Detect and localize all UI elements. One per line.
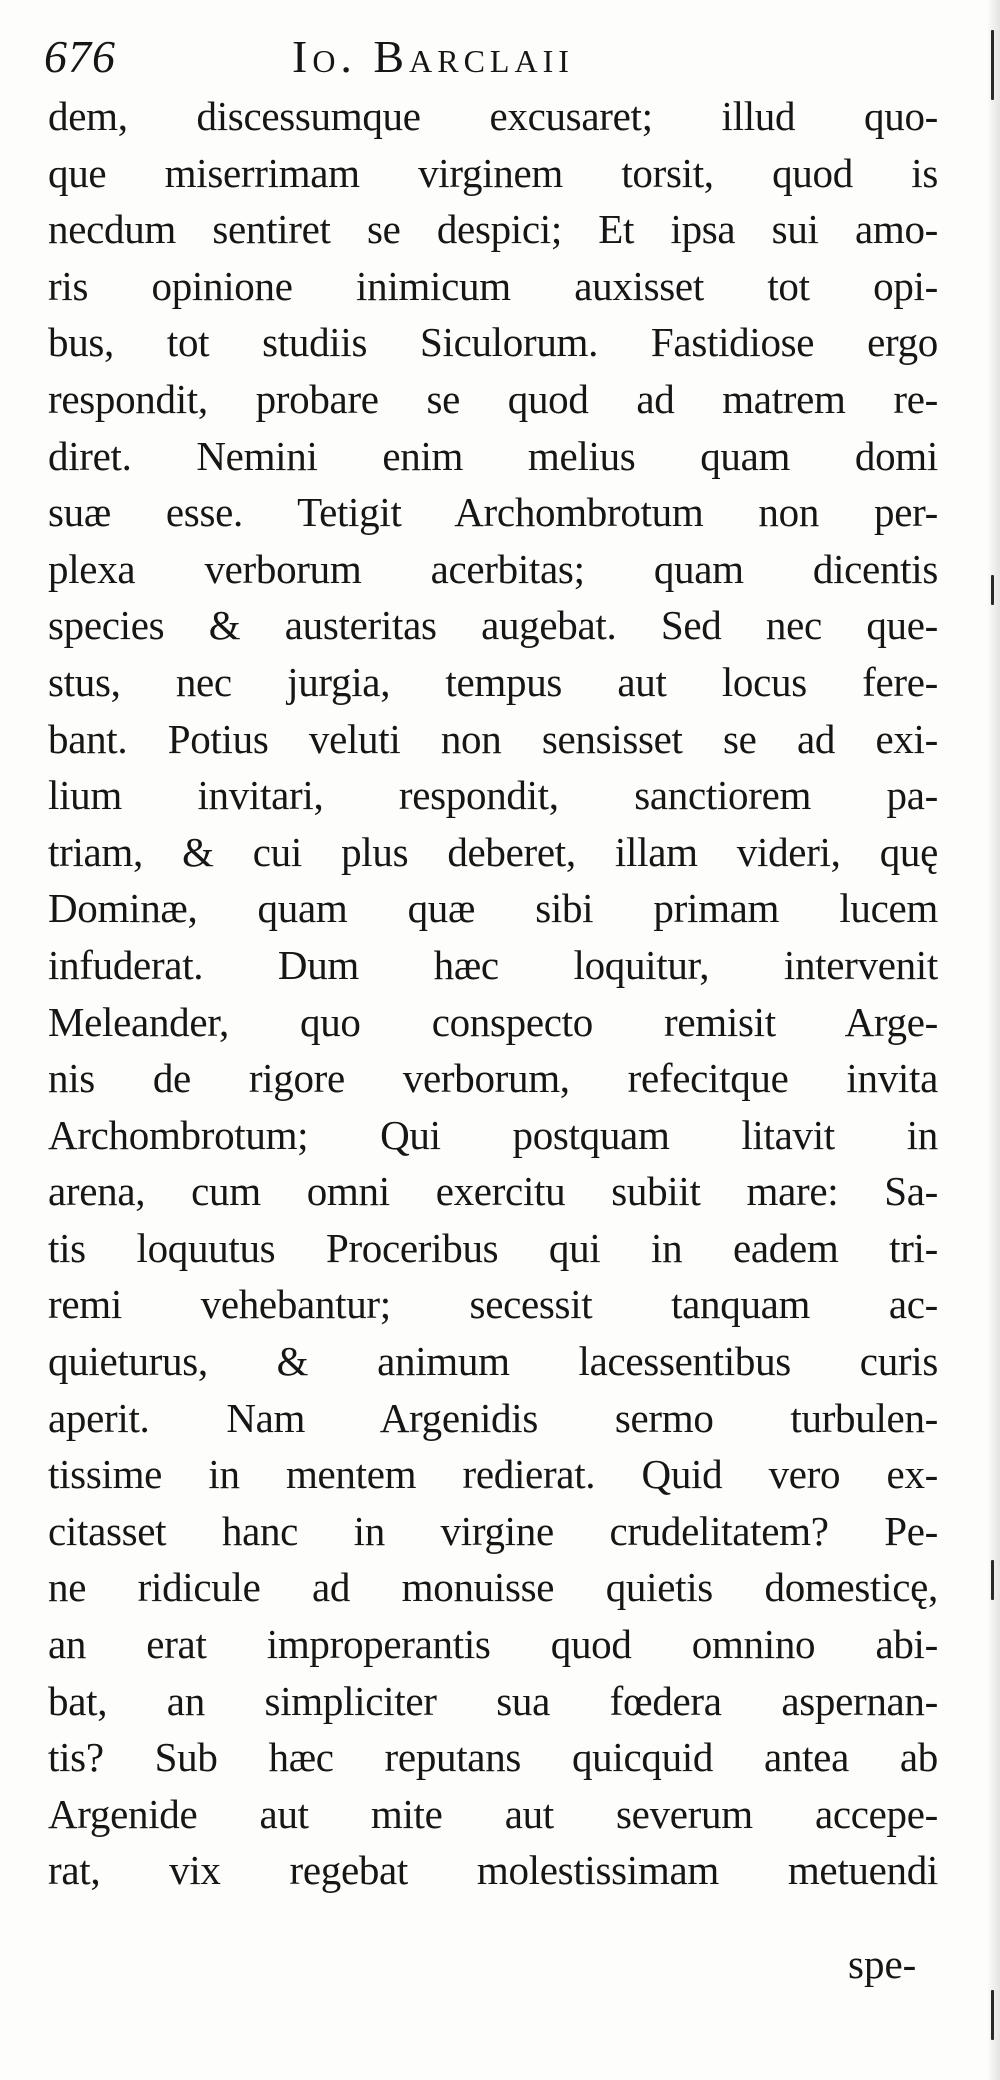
text-line: lium invitari, respondit, sanctiorem pa- xyxy=(48,772,938,819)
page-gutter-edge xyxy=(986,0,1000,2080)
text-line: quieturus, & animum lacessentibus curis xyxy=(48,1338,938,1385)
text-line: remi vehebantur; secessit tanquam ac- xyxy=(48,1281,938,1328)
text-line: tissime in mentem redierat. Quid vero ex- xyxy=(48,1451,938,1498)
running-head xyxy=(44,22,944,92)
text-line: Meleander, quo conspecto remisit Arge- xyxy=(48,998,938,1045)
gutter-mark xyxy=(991,575,994,605)
catchword: spe- xyxy=(848,1941,917,1987)
text-line: an erat improperantis quod omnino abi- xyxy=(48,1621,938,1668)
text-line: que miserrimam virginem torsit, quod is xyxy=(48,149,938,196)
gutter-mark xyxy=(991,1560,994,1600)
text-line: suæ esse. Tetigit Archombrotum non per- xyxy=(48,489,938,536)
text-line: rat, vix regebat molestissimam metuendi xyxy=(48,1847,938,1894)
text-line: ris opinione inimicum auxisset tot opi- xyxy=(48,262,938,309)
text-line: dem, discessumque excusaret; illud quo- xyxy=(48,93,938,139)
text-line: species & austeritas augebat. Sed nec que- xyxy=(48,602,938,649)
text-line: tis? Sub hæc reputans quicquid antea ab xyxy=(48,1734,938,1781)
text-line: arena, cum omni exercitu subiit mare: Sa- xyxy=(48,1168,938,1215)
text-line: ne ridicule ad monuisse quietis domesticę, xyxy=(48,1564,938,1611)
text-line: diret. Nemini enim melius quam domi xyxy=(48,432,938,479)
text-line: bat, an simpliciter sua fœdera aspernan- xyxy=(48,1677,938,1724)
text-line: triam, & cui plus deberet, illam videri, quę xyxy=(48,828,938,875)
text-line: bus, tot studiis Siculorum. Fastidiose ergo xyxy=(48,319,938,366)
text-line: bant. Potius veluti non sensisset se ad exi- xyxy=(48,715,938,762)
gutter-mark xyxy=(991,1990,994,2040)
text-line: infuderat. Dum hæc loquitur, intervenit xyxy=(48,941,938,988)
text-line: stus, nec jurgia, tempus aut locus fere- xyxy=(48,658,938,705)
text-line: plexa verborum acerbitas; quam dicentis xyxy=(48,545,938,592)
text-line: tis loquutus Proceribus qui in eadem tri- xyxy=(48,1224,938,1271)
text-line: aperit. Nam Argenidis sermo turbulen- xyxy=(48,1394,938,1441)
text-line: respondit, probare se quod ad matrem re- xyxy=(48,375,938,422)
text-line: citasset hanc in virgine crudelitatem? Pe- xyxy=(48,1507,938,1554)
text-line: Archombrotum; Qui postquam litavit in xyxy=(48,1111,938,1158)
text-line: Dominæ, quam quæ sibi primam lucem xyxy=(48,885,938,932)
gutter-mark xyxy=(991,30,994,100)
running-title: Io. Barclaii xyxy=(292,31,574,82)
page-number: 676 xyxy=(44,31,116,82)
text-line: nis de rigore verborum, refecitque invita xyxy=(48,1055,938,1102)
body-text xyxy=(48,88,938,1899)
text-line: necdum sentiret se despici; Et ipsa sui amo- xyxy=(48,206,938,253)
text-line: Argenide aut mite aut severum accepe- xyxy=(48,1790,938,1837)
